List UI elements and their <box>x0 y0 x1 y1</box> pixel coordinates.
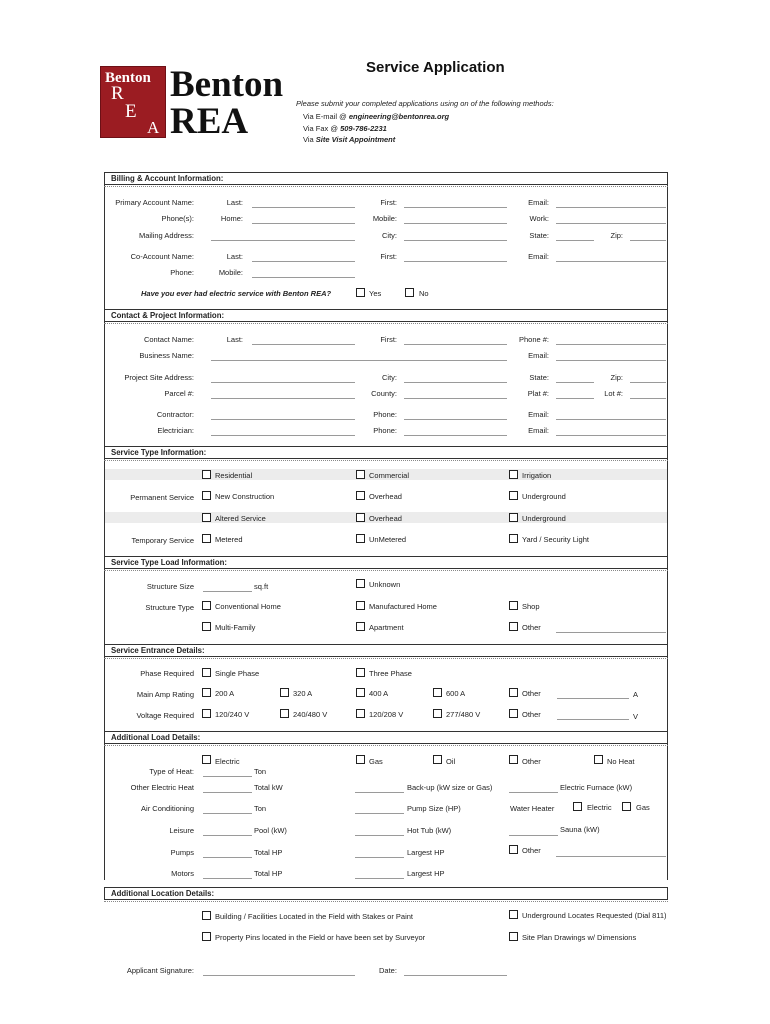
heat-oil-label: Oil <box>446 757 456 766</box>
new-construction-label: New Construction <box>215 492 275 501</box>
divider <box>104 745 668 746</box>
contact-email-label: Email: <box>528 351 549 360</box>
altered-underground-label: Underground <box>522 514 566 523</box>
electrician-label: Electrician: <box>157 426 194 435</box>
co-last-label: Last: <box>226 252 243 261</box>
amp-320-checkbox[interactable] <box>280 688 289 697</box>
work-label: Work: <box>529 214 549 223</box>
city-field[interactable] <box>404 240 507 241</box>
volt-240-480-label: 240/480 V <box>293 710 328 719</box>
applicant-signature-label: Applicant Signature: <box>126 966 194 975</box>
three-phase-checkbox[interactable] <box>356 668 365 677</box>
volt-240-480-checkbox[interactable] <box>280 709 289 718</box>
divider <box>104 658 668 659</box>
section-location <box>104 887 668 900</box>
project-city-label: City: <box>382 373 397 382</box>
electrician-email-label: Email: <box>528 426 549 435</box>
pump-size-field[interactable] <box>355 813 404 814</box>
city-label: City: <box>382 231 397 240</box>
contractor-phone-field[interactable] <box>404 419 507 420</box>
electrician-phone-label: Phone: <box>373 426 397 435</box>
contractor-email-field[interactable] <box>556 419 666 420</box>
section-service-type <box>104 446 668 459</box>
no-heat-label: No Heat <box>607 757 635 766</box>
phase-required-label: Phase Required <box>140 669 194 678</box>
business-name-field[interactable] <box>211 360 507 361</box>
pool-label: Pool (kW) <box>254 826 287 835</box>
water-heater-gas-label: Gas <box>636 803 650 812</box>
permanent-underground-label: Underground <box>522 492 566 501</box>
residential-label: Residential <box>215 471 253 480</box>
amp-600-checkbox[interactable] <box>433 688 442 697</box>
home-phone-field[interactable] <box>252 223 355 224</box>
prior-service-yes-label: Yes <box>369 289 382 298</box>
lot-label: Lot #: <box>604 389 623 398</box>
other-electric-heat-label: Other Electric Heat <box>130 783 194 792</box>
permanent-overhead-checkbox[interactable] <box>356 491 365 500</box>
altered-overhead-label: Overhead <box>369 514 402 523</box>
water-heater-electric-checkbox[interactable] <box>573 802 582 811</box>
yard-light-label: Yard / Security Light <box>522 535 589 544</box>
property-pins-checkbox[interactable] <box>202 932 211 941</box>
instructions: Please submit your completed applications using on of the following methods: <box>296 99 554 108</box>
volt-unit: V <box>633 712 639 721</box>
parcel-label: Parcel #: <box>164 389 194 398</box>
single-phase-label: Single Phase <box>215 669 260 678</box>
primary-email-field[interactable] <box>556 207 666 208</box>
property-pins-label: Property Pins located in the Field or have been set by Surveyor <box>215 933 426 942</box>
unmetered-label: UnMetered <box>369 535 407 544</box>
leisure-label: Leisure <box>169 826 194 835</box>
multi-family-checkbox[interactable] <box>202 622 211 631</box>
heat-tonnage-field[interactable] <box>203 776 252 777</box>
primary-account-label: Primary Account Name: <box>115 198 194 207</box>
mobile-phone-field[interactable] <box>404 223 507 224</box>
size-unknown-checkbox[interactable] <box>356 579 365 588</box>
amp-other-checkbox[interactable] <box>509 688 518 697</box>
co-last-field[interactable] <box>252 261 355 262</box>
divider <box>104 186 668 187</box>
air-conditioning-label: Air Conditioning <box>141 804 194 813</box>
heat-other-checkbox[interactable] <box>509 755 518 764</box>
volt-other-checkbox[interactable] <box>509 709 518 718</box>
divider <box>104 570 668 571</box>
water-heater-gas-checkbox[interactable] <box>622 802 631 811</box>
project-address-field[interactable] <box>211 382 355 383</box>
three-phase-label: Three Phase <box>369 669 412 678</box>
volt-120-240-checkbox[interactable] <box>202 709 211 718</box>
project-state-label: State: <box>529 373 549 382</box>
heat-ton-unit: Ton <box>254 767 267 776</box>
contact-name-label: Contact Name: <box>143 335 194 344</box>
section-additional-load-title: Additional Load Details: <box>111 733 201 742</box>
contractor-email-label: Email: <box>528 410 549 419</box>
irrigation-label: Irrigation <box>522 471 552 480</box>
divider <box>104 901 668 902</box>
project-zip-field[interactable] <box>630 382 666 383</box>
pumps-total-hp-field[interactable] <box>203 857 252 858</box>
pool-field[interactable] <box>203 835 252 836</box>
sauna-label: Sauna (kW) <box>560 825 600 834</box>
heat-electric-checkbox[interactable] <box>202 755 211 764</box>
co-email-field[interactable] <box>556 261 666 262</box>
email-address[interactable]: engineering@bentonrea.org <box>348 112 450 121</box>
manufactured-home-checkbox[interactable] <box>356 601 365 610</box>
primary-first-field[interactable] <box>404 207 507 208</box>
residential-checkbox[interactable] <box>202 470 211 479</box>
lot-field[interactable] <box>630 398 666 399</box>
ac-tonnage-field[interactable] <box>203 813 252 814</box>
metered-checkbox[interactable] <box>202 534 211 543</box>
project-zip-label: Zip: <box>610 373 623 382</box>
co-email-label: Email: <box>528 252 549 261</box>
amp-400-checkbox[interactable] <box>356 688 365 697</box>
date-label: Date: <box>379 966 397 975</box>
water-heater-label: Water Heater <box>510 804 555 813</box>
pumps-largest-hp-field[interactable] <box>355 857 404 858</box>
irrigation-checkbox[interactable] <box>509 470 518 479</box>
voltage-required-label: Voltage Required <box>136 711 194 720</box>
project-city-field[interactable] <box>404 382 507 383</box>
fax-prefix: Via Fax @ <box>303 124 341 133</box>
prior-service-yes-checkbox[interactable] <box>356 288 365 297</box>
amp-200-checkbox[interactable] <box>202 688 211 697</box>
plat-label: Plat #: <box>527 389 549 398</box>
phones-label: Phone(s): <box>161 214 194 223</box>
logo-text-r: R <box>111 83 124 104</box>
motors-largest-hp-field[interactable] <box>355 878 404 879</box>
permanent-service-label: Permanent Service <box>130 493 194 502</box>
amp-unit: A <box>633 690 639 699</box>
structure-size-label: Structure Size <box>146 582 194 591</box>
volt-other-field[interactable] <box>557 719 629 720</box>
contact-phone-field[interactable] <box>556 344 666 345</box>
business-name-label: Business Name: <box>139 351 194 360</box>
no-heat-checkbox[interactable] <box>594 755 603 764</box>
load-other-field[interactable] <box>556 856 666 857</box>
county-field[interactable] <box>404 398 507 399</box>
metered-label: Metered <box>215 535 243 544</box>
sauna-field[interactable] <box>509 835 558 836</box>
date-field[interactable] <box>404 975 507 976</box>
mobile-label: Mobile: <box>372 214 397 223</box>
temporary-service-label: Temporary Service <box>131 536 194 545</box>
permanent-underground-checkbox[interactable] <box>509 491 518 500</box>
motors-label: Motors <box>171 869 194 878</box>
amp-200-label: 200 A <box>215 689 235 698</box>
structure-other-field[interactable] <box>556 632 666 633</box>
logo-text-e: E <box>125 101 137 122</box>
email-prefix: Via E-mail @ <box>303 112 349 121</box>
structure-type-label: Structure Type <box>145 603 194 612</box>
electrician-phone-field[interactable] <box>404 435 507 436</box>
visit-prefix: Via <box>303 135 316 144</box>
contact-last-label: Last: <box>226 335 243 344</box>
prior-service-no-checkbox[interactable] <box>405 288 414 297</box>
co-phone-label: Phone: <box>170 268 194 277</box>
commercial-checkbox[interactable] <box>356 470 365 479</box>
divider <box>104 323 668 324</box>
motors-total-hp-label: Total HP <box>254 869 283 878</box>
yard-light-checkbox[interactable] <box>509 534 518 543</box>
section-load-info <box>104 556 668 569</box>
heat-oil-checkbox[interactable] <box>433 755 442 764</box>
co-mobile-label: Mobile: <box>218 268 243 277</box>
underground-locates-label: Underground Locates Requested (Dial 811) <box>522 911 667 920</box>
structure-size-field[interactable] <box>203 591 252 592</box>
prior-service-question: Have you ever had electric service with Benton REA? <box>141 289 332 298</box>
commercial-label: Commercial <box>369 471 410 480</box>
contact-last-field[interactable] <box>252 344 355 345</box>
altered-overhead-checkbox[interactable] <box>356 513 365 522</box>
electrician-field[interactable] <box>211 435 355 436</box>
unmetered-checkbox[interactable] <box>356 534 365 543</box>
section-entrance <box>104 644 668 657</box>
section-service-type-title: Service Type Information: <box>111 448 207 457</box>
contact-phone-label: Phone #: <box>518 335 549 344</box>
electrician-email-field[interactable] <box>556 435 666 436</box>
size-unknown-label: Unknown <box>369 580 401 589</box>
state-field[interactable] <box>556 240 594 241</box>
logo-text-benton: Benton <box>105 70 151 86</box>
co-mobile-field[interactable] <box>252 277 355 278</box>
zip-label: Zip: <box>610 231 623 240</box>
plat-field[interactable] <box>556 398 594 399</box>
motors-total-hp-field[interactable] <box>203 878 252 879</box>
mailing-address-field[interactable] <box>211 240 355 241</box>
type-of-heat-label: Type of Heat: <box>149 767 194 776</box>
site-plan-checkbox[interactable] <box>509 932 518 941</box>
motors-largest-hp-label: Largest HP <box>407 869 445 878</box>
altered-underground-checkbox[interactable] <box>509 513 518 522</box>
volt-120-240-label: 120/240 V <box>215 710 250 719</box>
page-title: Service Application <box>366 59 505 76</box>
logo-text-a: A <box>147 118 160 137</box>
shop-checkbox[interactable] <box>509 601 518 610</box>
new-construction-checkbox[interactable] <box>202 491 211 500</box>
home-label: Home: <box>220 214 243 223</box>
volt-other-label: Other <box>522 710 541 719</box>
applicant-signature-field[interactable] <box>203 975 355 976</box>
mailing-address-label: Mailing Address: <box>138 231 194 240</box>
single-phase-checkbox[interactable] <box>202 668 211 677</box>
primary-first-label: First: <box>380 198 397 207</box>
manufactured-home-label: Manufactured Home <box>369 602 437 611</box>
visit-method <box>303 135 395 144</box>
backup-field[interactable] <box>355 792 404 793</box>
site-plan-label: Site Plan Drawings w/ Dimensions <box>522 933 637 942</box>
pumps-total-hp-label: Total HP <box>254 848 283 857</box>
pump-size-label: Pump Size (HP) <box>407 804 461 813</box>
fax-number: 509-786-2231 <box>340 124 387 133</box>
contact-first-label: First: <box>380 335 397 344</box>
work-phone-field[interactable] <box>556 223 666 224</box>
logo <box>100 66 166 138</box>
structure-other-label: Other <box>522 623 541 632</box>
parcel-field[interactable] <box>211 398 355 399</box>
contact-email-field[interactable] <box>556 360 666 361</box>
contractor-phone-label: Phone: <box>373 410 397 419</box>
section-billing-title: Billing & Account Information: <box>111 174 224 183</box>
conventional-home-label: Conventional Home <box>215 602 281 611</box>
volt-277-480-checkbox[interactable] <box>433 709 442 718</box>
county-label: County: <box>371 389 397 398</box>
underground-locates-checkbox[interactable] <box>509 910 518 919</box>
water-heater-electric-label: Electric <box>587 803 612 812</box>
primary-last-label: Last: <box>226 198 243 207</box>
heat-gas-label: Gas <box>369 757 383 766</box>
amp-320-label: 320 A <box>293 689 313 698</box>
prior-service-no-label: No <box>419 289 429 298</box>
section-entrance-title: Service Entrance Details: <box>111 646 205 655</box>
shop-label: Shop <box>522 602 540 611</box>
project-site-address-label: Project Site Address: <box>124 373 194 382</box>
multi-family-label: Multi-Family <box>215 623 256 632</box>
amp-400-label: 400 A <box>369 689 389 698</box>
conventional-home-checkbox[interactable] <box>202 601 211 610</box>
main-amp-label: Main Amp Rating <box>136 690 194 699</box>
logo-name-rea: REA <box>170 101 249 142</box>
pumps-label: Pumps <box>170 848 194 857</box>
apartment-label: Apartment <box>369 623 404 632</box>
email-method <box>303 112 449 121</box>
load-other-checkbox[interactable] <box>509 845 518 854</box>
building-stakes-label: Building / Facilities Located in the Field with Stakes or Paint <box>215 912 414 921</box>
contact-first-field[interactable] <box>404 344 507 345</box>
volt-120-208-checkbox[interactable] <box>356 709 365 718</box>
electric-furnace-field[interactable] <box>509 792 558 793</box>
zip-field[interactable] <box>630 240 666 241</box>
co-first-label: First: <box>380 252 397 261</box>
hot-tub-label: Hot Tub (kW) <box>407 826 452 835</box>
divider <box>104 460 668 461</box>
amp-600-label: 600 A <box>446 689 466 698</box>
hot-tub-field[interactable] <box>355 835 404 836</box>
section-contact <box>104 309 668 322</box>
altered-service-label: Altered Service <box>215 514 266 523</box>
amp-other-label: Other <box>522 689 541 698</box>
co-account-label: Co-Account Name: <box>130 252 194 261</box>
co-first-field[interactable] <box>404 261 507 262</box>
section-contact-title: Contact & Project Information: <box>111 311 225 320</box>
load-other-label: Other <box>522 846 541 855</box>
section-load-info-title: Service Type Load Information: <box>111 558 227 567</box>
permanent-overhead-label: Overhead <box>369 492 402 501</box>
logo-name-benton: Benton <box>170 64 284 105</box>
building-stakes-checkbox[interactable] <box>202 911 211 920</box>
contractor-field[interactable] <box>211 419 355 420</box>
ac-ton-unit: Ton <box>254 804 267 813</box>
visit-appointment: Site Visit Appointment <box>315 135 396 144</box>
contractor-label: Contractor: <box>156 410 194 419</box>
fax-method <box>303 124 387 133</box>
heat-other-label: Other <box>522 757 541 766</box>
pumps-largest-hp-label: Largest HP <box>407 848 445 857</box>
structure-other-checkbox[interactable] <box>509 622 518 631</box>
section-billing <box>104 172 668 185</box>
section-location-title: Additional Location Details: <box>111 889 215 898</box>
sqft-label: sq.ft <box>254 582 269 591</box>
heat-gas-checkbox[interactable] <box>356 755 365 764</box>
total-kw-unit: Total kW <box>254 783 283 792</box>
apartment-checkbox[interactable] <box>356 622 365 631</box>
volt-277-480-label: 277/480 V <box>446 710 481 719</box>
electric-furnace-label: Electric Furnace (kW) <box>560 783 633 792</box>
backup-label: Back-up (kW size or Gas) <box>407 783 493 792</box>
state-label: State: <box>529 231 549 240</box>
primary-email-label: Email: <box>528 198 549 207</box>
heat-electric-label: Electric <box>215 757 240 766</box>
amp-other-field[interactable] <box>557 698 629 699</box>
volt-120-208-label: 120/208 V <box>369 710 404 719</box>
altered-service-checkbox[interactable] <box>202 513 211 522</box>
primary-last-field[interactable] <box>252 207 355 208</box>
section-additional-load <box>104 731 668 744</box>
other-heat-kw-field[interactable] <box>203 792 252 793</box>
project-state-field[interactable] <box>556 382 594 383</box>
